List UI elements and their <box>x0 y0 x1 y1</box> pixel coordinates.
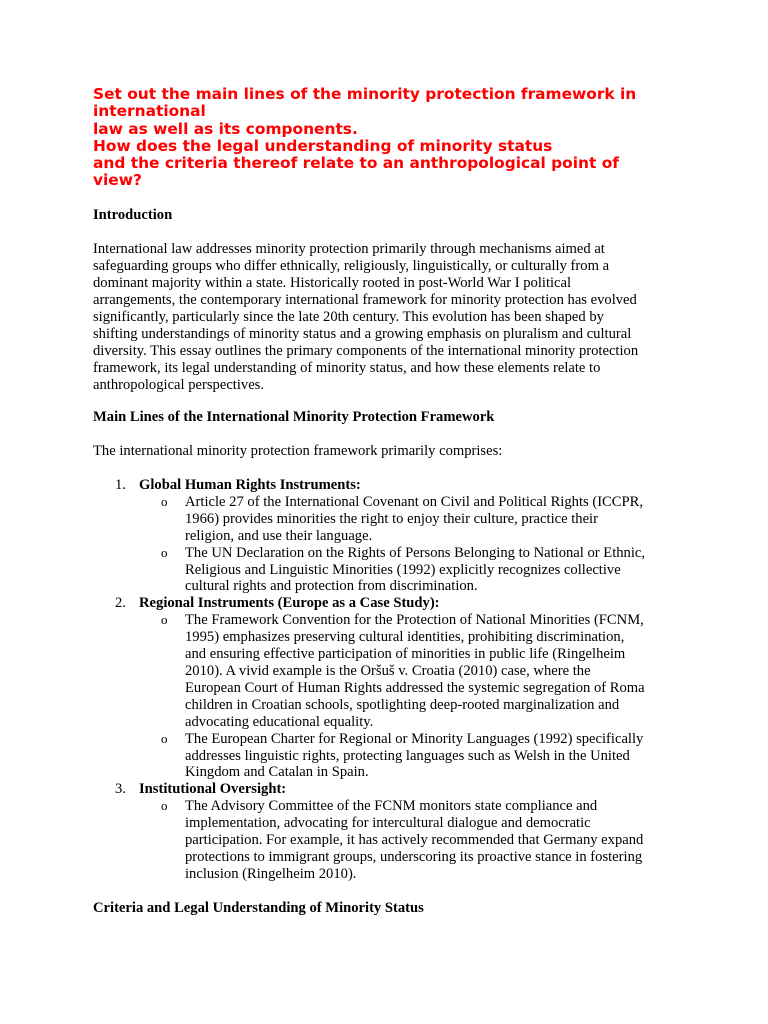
bullet-marker: o <box>161 612 168 628</box>
sub-item-line: inclusion (Ringelheim 2010). <box>185 865 357 882</box>
sub-list <box>139 494 693 595</box>
bullet-marker: o <box>161 544 168 560</box>
list-item <box>93 781 693 882</box>
sub-list-item <box>139 731 693 782</box>
sub-item-line: children in Croatian schools, spotlighting deep-rooted marginalization and <box>185 696 620 713</box>
sub-list-item <box>139 798 693 883</box>
sub-item-line: The UN Declaration on the Rights of Persons Belonging to National or Ethnic, <box>185 544 646 561</box>
paragraph-line: safeguarding groups who differ ethnically, religiously, linguistically, or culturally from a <box>93 258 610 274</box>
main-lines-heading: Main Lines of the International Minority Protection Framework <box>93 409 495 425</box>
sub-item-line: The European Charter for Regional or Minority Languages (1992) specifically <box>185 730 644 747</box>
sub-item-line: Religious and Linguistic Minorities (1992) explicitly recognizes collective <box>185 561 621 578</box>
sub-item-line: Kingdom and Catalan in Spain. <box>185 764 369 781</box>
sub-list-item <box>139 545 693 596</box>
sub-item-line: protections to immigrant groups, underscoring its proactive stance in fostering <box>185 848 643 865</box>
criteria-heading: Criteria and Legal Understanding of Minority Status <box>93 900 424 916</box>
paragraph-line: shifting understandings of minority status and a growing emphasis on pluralism and cultural <box>93 326 632 342</box>
bullet-marker: o <box>161 493 168 509</box>
sub-list-item <box>139 612 693 730</box>
paragraph-line: dominant majority within a state. Historically rooted in post-World War I political <box>93 275 572 291</box>
item-number: 2. <box>115 595 126 612</box>
paragraph-line: framework, its legal understanding of minority status, and how these elements relate to <box>93 360 601 376</box>
title-line: international <box>93 102 206 121</box>
title-line: view? <box>93 171 142 190</box>
sub-item-line: European Court of Human Rights addressed the systemic segregation of Roma <box>185 679 645 696</box>
list-item <box>93 595 693 781</box>
title-line: Set out the main lines of the minority protection framework in <box>93 85 637 103</box>
item-number: 3. <box>115 781 126 798</box>
sub-item-line: participation. For example, it has actively recommended that Germany expand <box>185 832 644 849</box>
sub-item-line: The Framework Convention for the Protection of National Minorities (FCNM, <box>185 612 644 629</box>
main-lines-intro: The international minority protection framework primarily comprises: <box>93 443 503 459</box>
sub-item-line: Article 27 of the International Covenant on Civil and Political Rights (ICCPR, <box>185 493 644 510</box>
paragraph-line: significantly, particularly since the late 20th century. This evolution has been shaped by <box>93 309 604 325</box>
sub-item-line: and ensuring effective participation of minorities in public life (Ringelheim <box>185 646 626 663</box>
sub-item-line: 1966) provides minorities the right to enjoy their culture, practice their <box>185 510 598 527</box>
paragraph-line: International law addresses minority protection primarily through mechanisms aimed at <box>93 241 605 257</box>
item-heading: Global Human Rights Instruments: <box>139 477 361 493</box>
sub-list-item <box>139 494 693 545</box>
framework-list <box>93 477 693 883</box>
sub-item-line: 1995) emphasizes preserving cultural identities, prohibiting discrimination, <box>185 629 625 646</box>
paragraph-line: arrangements, the contemporary international framework for minority protection has evolved <box>93 292 637 308</box>
sub-item-line: 2010). A vivid example is the Oršuš v. Croatia (2010) case, where the <box>185 662 591 679</box>
sub-item-line: religion, and use their language. <box>185 527 373 544</box>
list-item <box>93 477 693 595</box>
title-line: and the criteria thereof relate to an anthropological point of <box>93 154 619 173</box>
essay-question-title <box>93 86 693 190</box>
paragraph-line: anthropological perspectives. <box>93 377 265 393</box>
sub-item-line: cultural rights and protection from discrimination. <box>185 578 478 595</box>
sub-item-line: implementation, advocating for intercultural dialogue and democratic <box>185 815 591 832</box>
sub-item-line: advocating educational equality. <box>185 713 374 730</box>
paragraph-line: diversity. This essay outlines the primary components of the international minority protection <box>93 343 639 359</box>
item-heading: Institutional Oversight: <box>139 781 287 798</box>
bullet-marker: o <box>161 798 168 814</box>
sub-list <box>139 798 693 883</box>
introduction-heading: Introduction <box>93 207 173 223</box>
item-heading: Regional Instruments (Europe as a Case Study): <box>139 595 440 612</box>
title-line: law as well as its components. <box>93 119 358 138</box>
sub-item-line: addresses linguistic rights, protecting languages such as Welsh in the United <box>185 747 630 764</box>
bullet-marker: o <box>161 730 168 746</box>
sub-list <box>139 612 693 781</box>
sub-item-line: The Advisory Committee of the FCNM monitors state compliance and <box>185 798 598 815</box>
introduction-paragraph <box>93 241 683 394</box>
item-number: 1. <box>115 477 126 493</box>
title-line: How does the legal understanding of minority status <box>93 136 553 155</box>
